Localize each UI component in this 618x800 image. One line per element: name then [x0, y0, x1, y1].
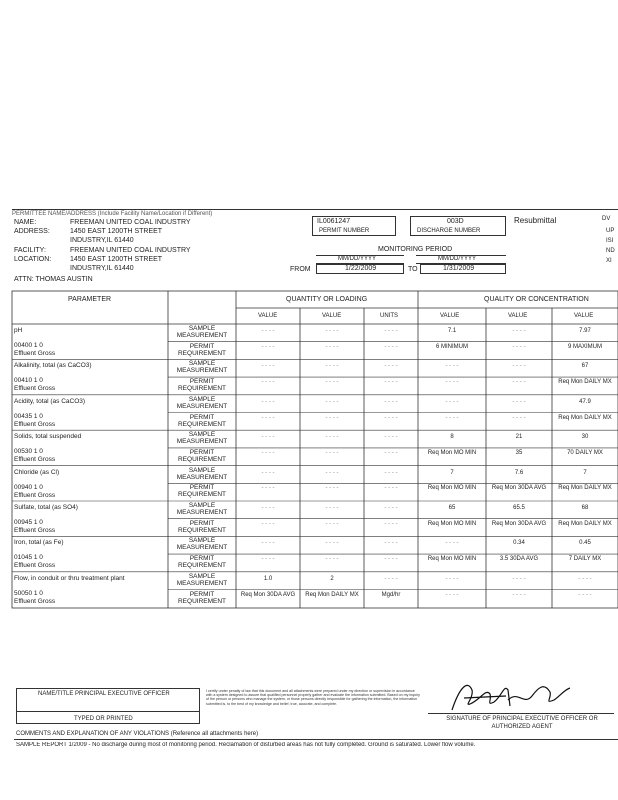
permit-value: - - - - — [512, 379, 526, 386]
permit-value: - - - - — [325, 520, 339, 527]
permit-value: - - - - — [261, 520, 275, 527]
parameter-code: 00435 1 0 — [14, 412, 43, 420]
parameter-group: Effluent Gross — [14, 350, 56, 357]
permit-value: - - - - — [384, 449, 398, 456]
edge-text-4: ND — [606, 248, 615, 254]
sample-measurement-label: SAMPLE MEASUREMENT — [176, 466, 228, 481]
edge-text-3: ISI — [606, 238, 614, 244]
sample-value: 0.34 — [513, 540, 525, 547]
parameter-name: Alkalinity, total (as CaCO3) — [14, 362, 92, 370]
sample-value: 8 — [450, 434, 454, 441]
sample-value: - - - - — [325, 328, 339, 334]
permit-value: - - - - — [384, 379, 398, 386]
mm-from-label: MM/DD/YYYY — [338, 256, 377, 262]
sample-value: - - - - — [325, 398, 339, 405]
parameter-code: 00530 1 0 — [14, 448, 43, 456]
sample-value: 7.97 — [579, 328, 591, 334]
signature-image — [446, 676, 576, 716]
sample-value: - - - - — [261, 398, 275, 405]
to-date: 1/31/2009 — [443, 265, 475, 272]
permit-value: - - - - — [261, 343, 275, 350]
permit-requirement-label: PERMIT REQUIREMENT — [177, 378, 227, 393]
col-quality: QUALITY OR CONCENTRATION — [484, 296, 589, 303]
sample-value: - - - - — [261, 434, 275, 441]
permit-value: - - - - — [384, 343, 398, 350]
parameter-group: Effluent Gross — [14, 527, 56, 534]
permit-number-label: PERMIT NUMBER — [319, 228, 370, 234]
name-value: FREEMAN UNITED COAL INDUSTRY — [70, 219, 191, 226]
sample-value: - - - - — [384, 434, 398, 441]
permit-value: - - - - — [325, 343, 339, 350]
permit-value: 7 DAILY MX — [568, 556, 602, 563]
sub-value-2: VALUE — [322, 313, 342, 319]
permit-value: Req Mon MO MIN — [427, 520, 477, 527]
name-label: NAME: — [14, 219, 37, 226]
monitoring-period-label: MONITORING PERIOD — [378, 246, 453, 253]
sample-value: 7.1 — [447, 328, 457, 334]
sample-value: - - - - — [445, 575, 459, 582]
parameter-name: pH — [14, 327, 23, 334]
officer-label: NAME/TITLE PRINCIPAL EXECUTIVE OFFICER — [38, 691, 170, 697]
sample-value: - - - - — [325, 434, 339, 441]
permit-value: - - - - — [578, 591, 592, 598]
sample-value: - - - - — [445, 398, 459, 405]
permit-value: - - - - — [261, 449, 275, 456]
permit-value: - - - - — [325, 485, 339, 492]
facility-value: FREEMAN UNITED COAL INDUSTRY — [70, 247, 191, 254]
permit-requirement-label: PERMIT REQUIREMENT — [177, 519, 227, 534]
sample-value: - - - - — [512, 398, 526, 405]
comments-text: SAMPLE REPORT 1/2009 - No discharge during most of monitoring period. Reclamation of disturbed areas has not fully completed. Ground is saturated. Lower flow volume. — [16, 742, 476, 748]
parameter-group: Effluent Gross — [14, 491, 56, 499]
sample-value: - - - - — [325, 469, 339, 476]
sample-value: 0.45 — [579, 540, 591, 547]
mm-to-label: MM/DD/YYYY — [438, 256, 477, 262]
permit-number-value: IL0061247 — [317, 218, 351, 225]
permit-value: - - - - — [512, 343, 526, 350]
sample-value: 7.6 — [514, 469, 524, 476]
permit-value: Req Mon MO MIN — [427, 449, 477, 456]
sample-value: - - - - — [578, 575, 592, 582]
address-label: ADDRESS: — [14, 228, 50, 235]
permit-value: - - - - — [384, 485, 398, 492]
sub-units: UNITS — [380, 313, 398, 319]
edge-text-5: XI — [606, 258, 612, 264]
from-date: 1/22/2009 — [345, 265, 377, 272]
permit-value: - - - - — [445, 591, 459, 598]
parameter-name: Acidity, total (as CaCO3) — [14, 397, 86, 405]
sample-value: - - - - — [325, 540, 339, 547]
permit-requirement-label: PERMIT REQUIREMENT — [177, 555, 227, 570]
permittee-notice: PERMITTEE NAME/ADDRESS (Include Facility Name/Location if Different) — [12, 211, 213, 217]
sample-value: - - - - — [384, 398, 398, 405]
sample-value: - - - - — [325, 363, 339, 370]
permit-value: - - - - — [325, 414, 339, 421]
certification-text: I certify under penalty of law that this document and all attachments were prepared under my direction or supervision in accordance with a system designed to assure that qualified personnel properly gather and evaluate the information submitted. Based on my inquiry of the person or persons who manage the system, or those persons directly responsible for gathering the information, the information submitted is, to the best of my knowledge and belief, true, accurate, and complete. — [206, 689, 420, 706]
sample-value: - - - - — [261, 328, 275, 334]
permit-value: Req Mon MO MIN — [427, 556, 477, 563]
sample-measurement-label: SAMPLE MEASUREMENT — [176, 395, 228, 410]
permit-value: - - - - — [325, 556, 339, 563]
permit-value: - - - - — [512, 591, 526, 598]
permit-value: - - - - — [261, 556, 275, 563]
sample-value: 7 — [450, 469, 454, 476]
sub-value-4: VALUE — [508, 313, 528, 319]
sample-value: - - - - — [384, 469, 398, 476]
discharge-number-value: 003D — [447, 218, 464, 225]
sample-value: 2 — [330, 575, 334, 582]
permit-value: - - - - — [261, 379, 275, 386]
permit-value: Req Mon MO MIN — [427, 485, 477, 492]
sample-value: 47.9 — [579, 398, 591, 405]
signature-label: SIGNATURE OF PRINCIPAL EXECUTIVE OFFICER OR AUTHORIZED AGENT — [446, 716, 598, 730]
parameter-group: Effluent Gross — [14, 456, 56, 464]
parameter-code: 50050 1 0 — [14, 589, 43, 597]
permit-value: 3.5 30DA AVG — [499, 556, 539, 563]
permit-value: Req Mon DAILY MX — [305, 591, 359, 598]
parameter-code: 01045 1 0 — [14, 554, 43, 562]
sample-value: 65.5 — [513, 505, 525, 511]
sample-measurement-label: SAMPLE MEASUREMENT — [176, 502, 228, 516]
permit-value: - - - - — [384, 520, 398, 527]
sample-value: - - - - — [261, 540, 275, 547]
permit-value: Req Mon DAILY MX — [558, 485, 612, 492]
permit-requirement-label: PERMIT REQUIREMENT — [177, 448, 227, 463]
sample-value: - - - - — [261, 363, 275, 370]
permit-value: 6 MINIMUM — [436, 343, 468, 350]
sample-value: - - - - — [384, 363, 398, 370]
sub-value-1: VALUE — [258, 313, 278, 319]
address-line-1: 1450 EAST 1200TH STREET — [70, 228, 163, 235]
permit-value: Req Mon 30DA AVG — [240, 591, 296, 598]
comments-label: COMMENTS AND EXPLANATION OF ANY VIOLATIONS (Reference all attachments here) — [16, 731, 259, 737]
parameter-name: Solids, total suspended — [14, 433, 82, 441]
sub-value-3: VALUE — [440, 313, 460, 319]
sample-measurement-label: SAMPLE MEASUREMENT — [176, 537, 228, 552]
parameter-name: Flow, in conduit or thru treatment plant — [14, 574, 125, 582]
permit-value: - - - - — [261, 485, 275, 492]
sample-value: 21 — [515, 434, 523, 441]
permit-value: - - - - — [512, 414, 526, 421]
address-line-2: INDUSTRY,IL 61440 — [70, 237, 134, 244]
permit-value: - - - - — [261, 414, 275, 421]
sample-measurement-label: SAMPLE MEASUREMENT — [176, 360, 228, 375]
permit-value: - - - - — [445, 414, 459, 421]
to-label: TO — [408, 266, 418, 273]
sample-value: - - - - — [384, 575, 398, 582]
parameter-name: Chloride (as Cl) — [14, 468, 60, 476]
permit-value: Req Mon DAILY MX — [558, 520, 612, 527]
permit-requirement-label: PERMIT REQUIREMENT — [177, 342, 227, 357]
sample-value: 7 — [583, 469, 587, 476]
location-line-2: INDUSTRY,IL 61440 — [70, 265, 134, 272]
sample-value: - - - - — [384, 540, 398, 547]
sample-value: - - - - — [445, 363, 459, 370]
permit-value: Req Mon DAILY MX — [558, 379, 612, 386]
sample-measurement-label: SAMPLE MEASUREMENT — [176, 431, 228, 446]
facility-label: FACILITY: — [14, 247, 46, 254]
sample-value: 67 — [581, 363, 589, 370]
parameter-group: Effluent Gross — [14, 562, 56, 570]
permit-value: Req Mon DAILY MX — [558, 414, 612, 421]
permit-value: Req Mon 30DA AVG — [491, 485, 547, 492]
sample-value: - - - - — [384, 505, 398, 511]
edge-text-1: DV — [602, 216, 611, 222]
sample-measurement-label: SAMPLE MEASUREMENT — [176, 325, 228, 339]
parameter-code: 00940 1 0 — [14, 483, 43, 491]
sample-value: - - - - — [325, 505, 339, 511]
permit-value: - - - - — [325, 449, 339, 456]
typed-label: TYPED OR PRINTED — [74, 716, 133, 722]
sample-value: - - - - — [384, 328, 398, 334]
parameter-code: 00945 1 0 — [14, 519, 43, 526]
permit-value: Req Mon 30DA AVG — [491, 520, 547, 527]
permit-value: 9 MAXIMUM — [567, 343, 602, 350]
sample-value: - - - - — [512, 328, 526, 334]
parameter-name: Sulfate, total (as SO4) — [14, 504, 78, 511]
sample-value: 65 — [448, 505, 456, 511]
parameter-code: 00410 1 0 — [14, 377, 43, 385]
parameter-group: Effluent Gross — [14, 385, 56, 393]
attention-line: ATTN: THOMAS AUSTIN — [14, 276, 93, 283]
permit-value: 35 — [515, 449, 523, 456]
from-label: FROM — [290, 266, 311, 273]
resubmittal-label: Resubmittal — [514, 216, 557, 225]
parameter-code: 00400 1 0 — [14, 342, 43, 349]
parameter-group: Effluent Gross — [14, 420, 56, 428]
edge-text-2: UP — [606, 228, 615, 234]
sample-value: 30 — [581, 434, 589, 441]
permit-value: - - - - — [384, 556, 398, 563]
sample-value: - - - - — [512, 575, 526, 582]
permit-value: Mgd/hr — [381, 591, 401, 598]
permit-value: - - - - — [445, 379, 459, 386]
permit-requirement-label: PERMIT REQUIREMENT — [177, 413, 227, 428]
sample-value: - - - - — [261, 505, 275, 511]
discharge-number-label: DISCHARGE NUMBER — [417, 228, 481, 234]
col-parameter: PARAMETER — [68, 296, 112, 303]
sample-value: 1.0 — [263, 575, 273, 582]
sample-measurement-label: SAMPLE MEASUREMENT — [176, 572, 228, 587]
sample-value: - - - - — [261, 469, 275, 476]
permit-value: 70 DAILY MX — [567, 449, 603, 456]
sample-value: - - - - — [512, 363, 526, 370]
parameter-group: Effluent Gross — [14, 597, 56, 605]
sub-value-5: VALUE — [574, 313, 594, 319]
sample-value: - - - - — [445, 540, 459, 547]
permit-requirement-label: PERMIT REQUIREMENT — [177, 590, 227, 605]
permit-value: - - - - — [384, 414, 398, 421]
location-label: LOCATION: — [14, 256, 52, 263]
col-quantity: QUANTITY OR LOADING — [286, 296, 368, 303]
permit-value: - - - - — [325, 379, 339, 386]
parameter-name: Iron, total (as Fe) — [14, 539, 64, 547]
sample-value: 68 — [581, 505, 589, 511]
permit-requirement-label: PERMIT REQUIREMENT — [177, 484, 227, 499]
location-line-1: 1450 EAST 1200TH STREET — [70, 256, 163, 263]
